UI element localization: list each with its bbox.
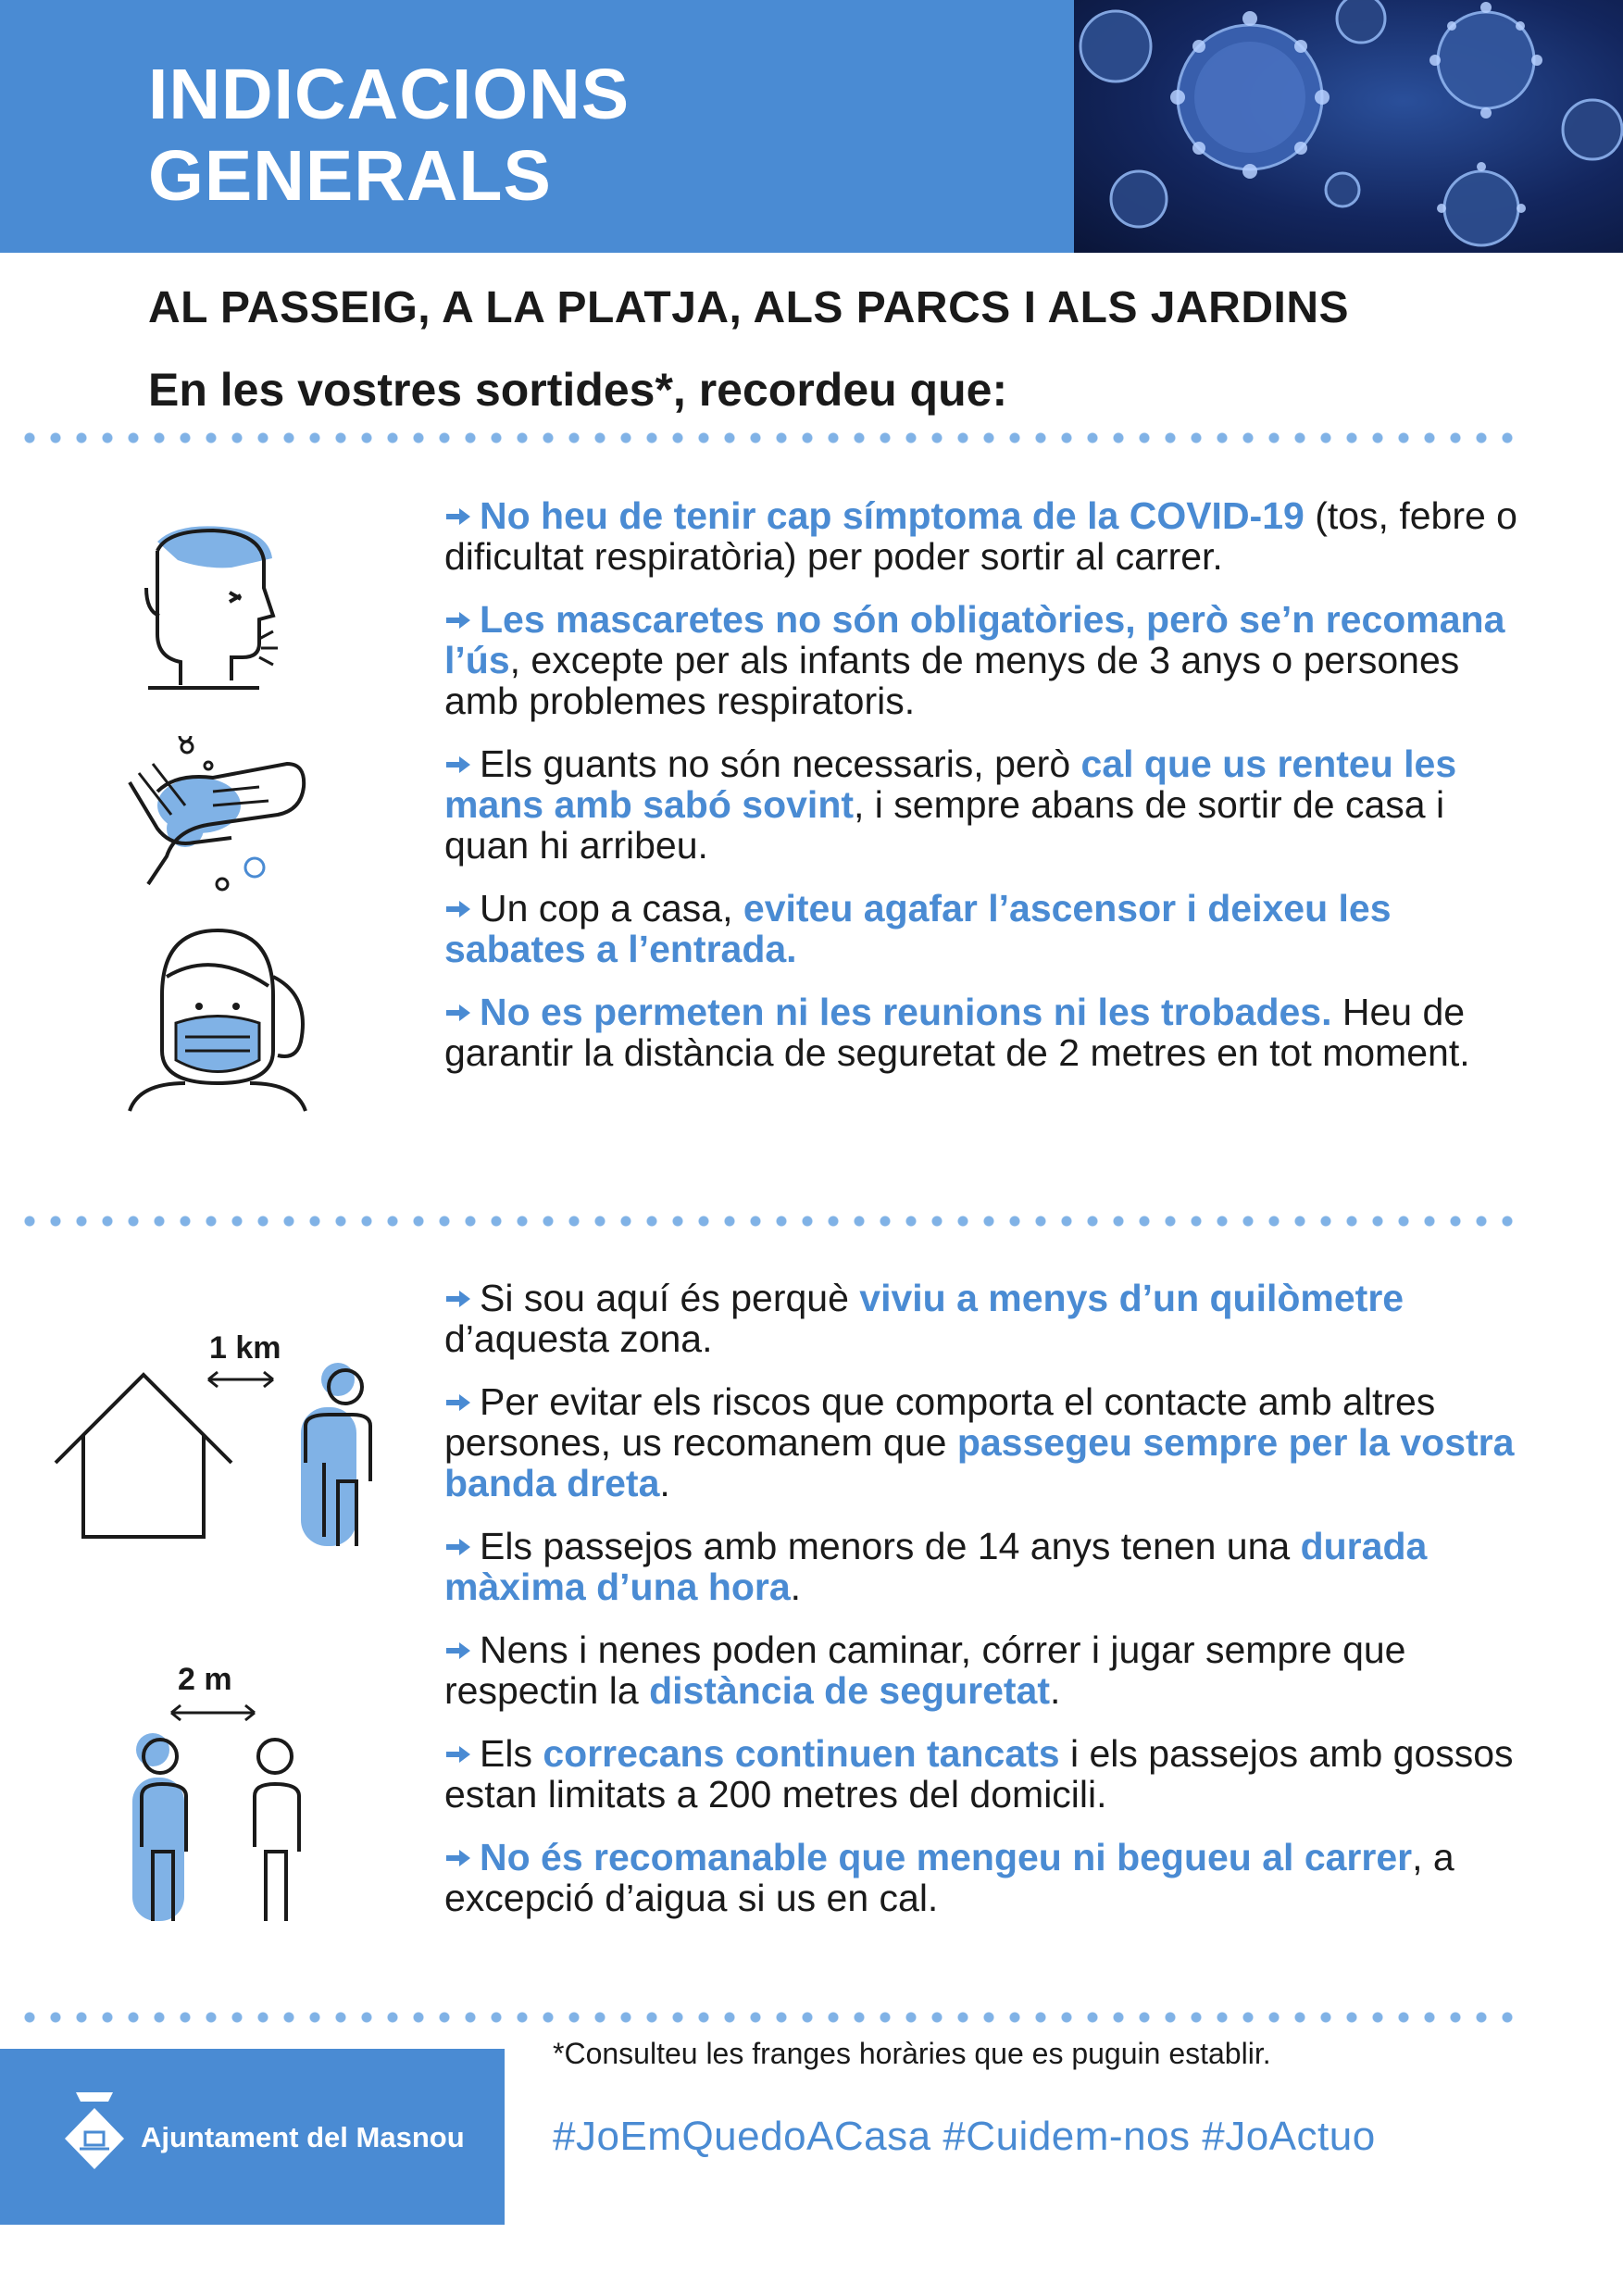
house-distance-icon: [51, 1361, 384, 1555]
highlighted-text: Les mascaretes no són obligatòries, però se’n recomana l’ús: [444, 598, 1505, 681]
arrow-right-icon: [444, 1537, 472, 1557]
item-text: Heu de garantir la distància de seguretat de 2 metres en tot moment.: [444, 991, 1470, 1074]
highlighted-text: correcans continuen tancats: [543, 1732, 1060, 1775]
subtitle: AL PASSEIG, A LA PLATJA, ALS PARCS I ALS JARDINS: [148, 283, 1350, 332]
item-text: Els: [480, 1732, 543, 1775]
distance-label-km: 1 km: [209, 1330, 281, 1366]
item-text: Per evitar els riscos que comporta el contacte amb altres persones, us recomanem que: [444, 1380, 1436, 1464]
list-item: [444, 1381, 1528, 1504]
arrow-right-icon: [444, 1289, 472, 1309]
item-text: Els passejos amb menors de 14 anys tenen una: [480, 1525, 1301, 1567]
arrow-right-icon: [444, 506, 472, 527]
list-item: [444, 495, 1528, 577]
highlighted-text: No heu de tenir cap símptoma de la COVID-19: [480, 494, 1305, 537]
item-text: , i sempre abans de sortir de casa i quan hi arribeu.: [444, 783, 1445, 867]
list-item: [444, 1629, 1528, 1711]
item-text: Un cop a casa,: [480, 887, 743, 930]
list-item: [444, 992, 1528, 1073]
arrow-right-icon: [444, 1744, 472, 1765]
highlighted-text: distància de seguretat: [649, 1669, 1050, 1712]
virus-photo: [1074, 0, 1623, 253]
arrow-right-icon: [444, 1848, 472, 1868]
title-line-2: GENERALS: [148, 136, 552, 216]
item-text: Els guants no són necessaris, però: [480, 742, 1081, 785]
virus-image: [1074, 0, 1623, 253]
coat-of-arms-icon: [57, 2088, 131, 2176]
arrow-right-icon: [444, 899, 472, 919]
item-text: (tos, febre o dificultat respiratòria) per poder sortir al carrer.: [444, 494, 1517, 578]
item-text: , a excepció d’aigua si us en cal.: [444, 1836, 1454, 1919]
highlighted-text: No és recomanable que mengeu ni begueu al carrer: [480, 1836, 1413, 1878]
header-band: [0, 0, 1074, 253]
list-item: [444, 1733, 1528, 1815]
council-name: Ajuntament del Masnou: [141, 2121, 465, 2153]
highlighted-text: eviteu agafar l’ascensor i deixeu les sabates a l’entrada.: [444, 887, 1392, 970]
coughing-person-icon: [139, 523, 287, 699]
list-item: [444, 1837, 1528, 1918]
title-line-1: INDICACIONS: [148, 55, 630, 134]
footnote: *Consulteu les franges horàries que es puguin establir.: [553, 2037, 1271, 2070]
item-text: Si sou aquí és perquè: [480, 1277, 860, 1319]
list-item: [444, 1526, 1528, 1607]
item-text: .: [790, 1566, 802, 1608]
intro-text: En les vostres sortides*, recordeu que:: [148, 364, 1008, 416]
dotted-divider: [17, 2012, 1517, 2023]
item-text: i els passejos amb gossos estan limitats a 200 metres del domicili.: [444, 1732, 1514, 1816]
general-guidelines-list: [444, 495, 1528, 1095]
list-item: [444, 888, 1528, 969]
dotted-divider: [17, 432, 1517, 443]
hashtags: #JoEmQuedoACasa #Cuidem-nos #JoActuo: [553, 2114, 1376, 2159]
arrow-right-icon: [444, 1392, 472, 1413]
item-text: , excepte per als infants de menys de 3 anys o persones amb problemes respiratoris.: [444, 639, 1460, 722]
page-title: [148, 54, 630, 217]
distance-label-m: 2 m: [178, 1662, 232, 1697]
highlighted-text: No es permeten ni les reunions ni les trobades.: [480, 991, 1332, 1033]
arrow-right-icon: [444, 1003, 472, 1023]
item-text: .: [659, 1462, 670, 1504]
person-with-mask-icon: [120, 921, 315, 1116]
social-distance-icon: [116, 1699, 315, 1930]
dotted-divider: [17, 1216, 1517, 1227]
highlighted-text: passegeu sempre per la vostra banda dreta: [444, 1421, 1515, 1504]
arrow-right-icon: [444, 1641, 472, 1661]
walking-guidelines-list: [444, 1278, 1528, 1940]
highlighted-text: cal que us renteu les mans amb sabó sovint: [444, 742, 1457, 826]
hand-washing-icon: [120, 736, 315, 893]
list-item: [444, 599, 1528, 721]
arrow-right-icon: [444, 610, 472, 630]
item-text: Nens i nenes poden caminar, córrer i jugar sempre que respectin la: [444, 1628, 1406, 1712]
list-item: [444, 1278, 1528, 1359]
arrow-right-icon: [444, 755, 472, 775]
item-text: d’aquesta zona.: [444, 1317, 713, 1360]
highlighted-text: viviu a menys d’un quilòmetre: [859, 1277, 1405, 1319]
item-text: .: [1050, 1669, 1061, 1712]
list-item: [444, 743, 1528, 866]
highlighted-text: durada màxima d’una hora: [444, 1525, 1428, 1608]
